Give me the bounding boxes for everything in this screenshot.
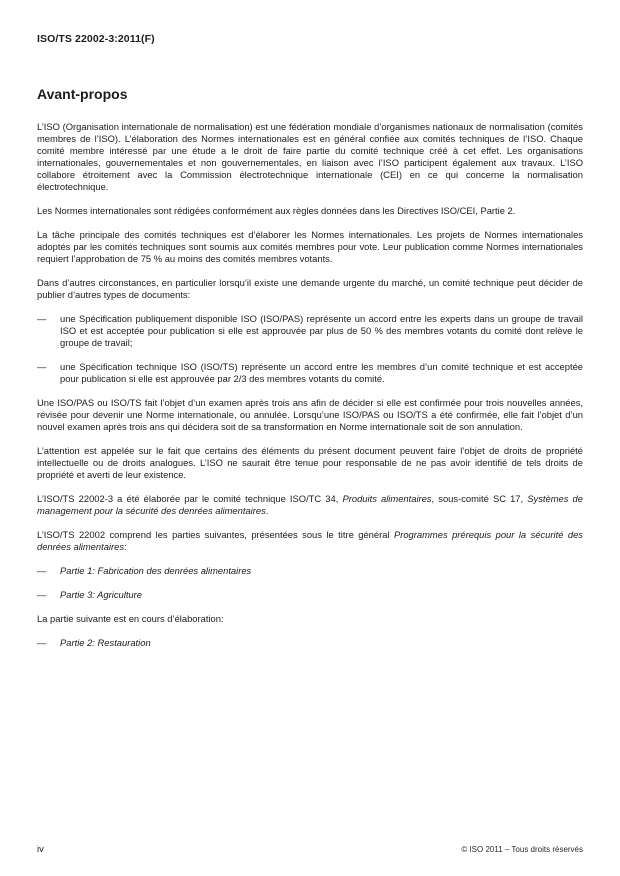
paragraph-other-documents: Dans d’autres circonstances, en particulier lorsqu’il existe une demande urgente du marché, un comité technique peut décider de publier d’autres types de documents:: [37, 277, 583, 300]
list-item-iso-ts: [37, 361, 583, 385]
list-item-text: une Spécification publiquement disponible ISO (ISO/PAS) représente un accord entre les experts dans un groupe de travail ISO et est acceptée pour publication si elle est approuvée par plus de 50 % des membres votants du comité dont relève le groupe de travail;: [60, 313, 583, 348]
dash-marker: —: [37, 637, 47, 648]
text-segment: .: [265, 505, 269, 516]
dash-marker: —: [37, 589, 47, 600]
copyright-notice: © ISO 2011 – Tous droits réservés: [461, 845, 583, 854]
page-footer: [37, 843, 583, 854]
dash-marker: —: [37, 565, 47, 576]
document-code: ISO/TS 22002-3:2011(F): [37, 33, 155, 45]
list-item-part-2: [37, 637, 583, 649]
list-item-text: Partie 3: Agriculture: [60, 589, 142, 600]
text-segment: , sous-comité SC 17,: [431, 493, 528, 504]
paragraph-series-parts: [37, 529, 583, 553]
page-number: iv: [37, 843, 44, 854]
paragraph-patent-notice: L’attention est appelée sur le fait que certains des éléments du présent document peuvent faire l’objet de droits de propriété intellectuelle ou de droits analogues. L’ISO ne saurait être tenue pour responsable de ne pas avoir identifié de tels droits de propriété et averti de leur existence.: [37, 445, 583, 480]
dash-marker: —: [37, 313, 47, 324]
paragraph-part-in-preparation: La partie suivante est en cours d’élaboration:: [37, 613, 224, 624]
paragraph-review-cycle: Une ISO/PAS ou ISO/TS fait l’objet d’un examen après trois ans afin de décider si elle est confirmée pour trois nouvelles années, révisée pour devenir une Norme internationale, ou annulée. Lorsqu’une ISO/PAS ou ISO/TS a été confirmée, elle fait l’objet d’un nouvel examen après trois ans qui décidera soit de sa transformation en Norme internationale soit de son annulation.: [37, 397, 583, 432]
paragraph-directives: Les Normes internationales sont rédigées conformément aux règles données dans les Directives ISO/CEI, Partie 2.: [37, 205, 516, 216]
text-segment-italic: Programmes prérequis pour la sécurité des denrées alimentaires: [37, 529, 583, 552]
list-item-iso-pas: [37, 313, 583, 349]
text-segment-italic: Systèmes de management pour la sécurité des denrées alimentaires: [37, 493, 583, 516]
text-segment: :: [124, 541, 127, 552]
page-title: Avant-propos: [37, 86, 128, 102]
text-segment: L’ISO/TS 22002-3 a été élaborée par le comité technique ISO/TC 34,: [37, 493, 343, 504]
list-item-text: Partie 2: Restauration: [60, 637, 151, 648]
list-item-text: Partie 1: Fabrication des denrées alimentaires: [60, 565, 252, 576]
paragraph-iso-intro: L’ISO (Organisation internationale de normalisation) est une fédération mondiale d’organismes nationaux de normalisation (comités membres de l’ISO). L’élaboration des Normes internationales est en général confiée aux comités techniques de l’ISO. Chaque comité membre intéressé par une étude a le droit de faire partie du comité technique créé à cet effet. Les organisations internationales, gouvernementales et non gouvernementales, en liaison avec l’ISO participent également aux travaux. L’ISO collabore étroitement avec la Commission électrotechnique internationale (CEI) en ce qui concerne la normalisation électrotechnique.: [37, 121, 583, 192]
document-content: [37, 33, 583, 649]
paragraph-committee: [37, 493, 583, 517]
text-segment-italic: Produits alimentaires: [342, 493, 432, 504]
list-item-part-1: [37, 565, 583, 577]
list-item-part-3: [37, 589, 583, 601]
text-segment: L’ISO/TS 22002 comprend les parties suivantes, présentées sous le titre général: [37, 529, 394, 540]
list-item-text: une Spécification technique ISO (ISO/TS) représente un accord entre les membres d’un comité technique et est acceptée pour publication si elle est approuvée par 2/3 des membres votants du comité.: [60, 361, 583, 384]
paragraph-main-task: La tâche principale des comités techniques est d’élaborer les Normes internationales. Les projets de Normes internationales adoptés par les comités techniques sont soumis aux comités membres pour vote. Leur publication comme Normes internationales requiert l’approbation de 75 % au moins des comités membres votants.: [37, 229, 583, 264]
dash-marker: —: [37, 361, 47, 372]
